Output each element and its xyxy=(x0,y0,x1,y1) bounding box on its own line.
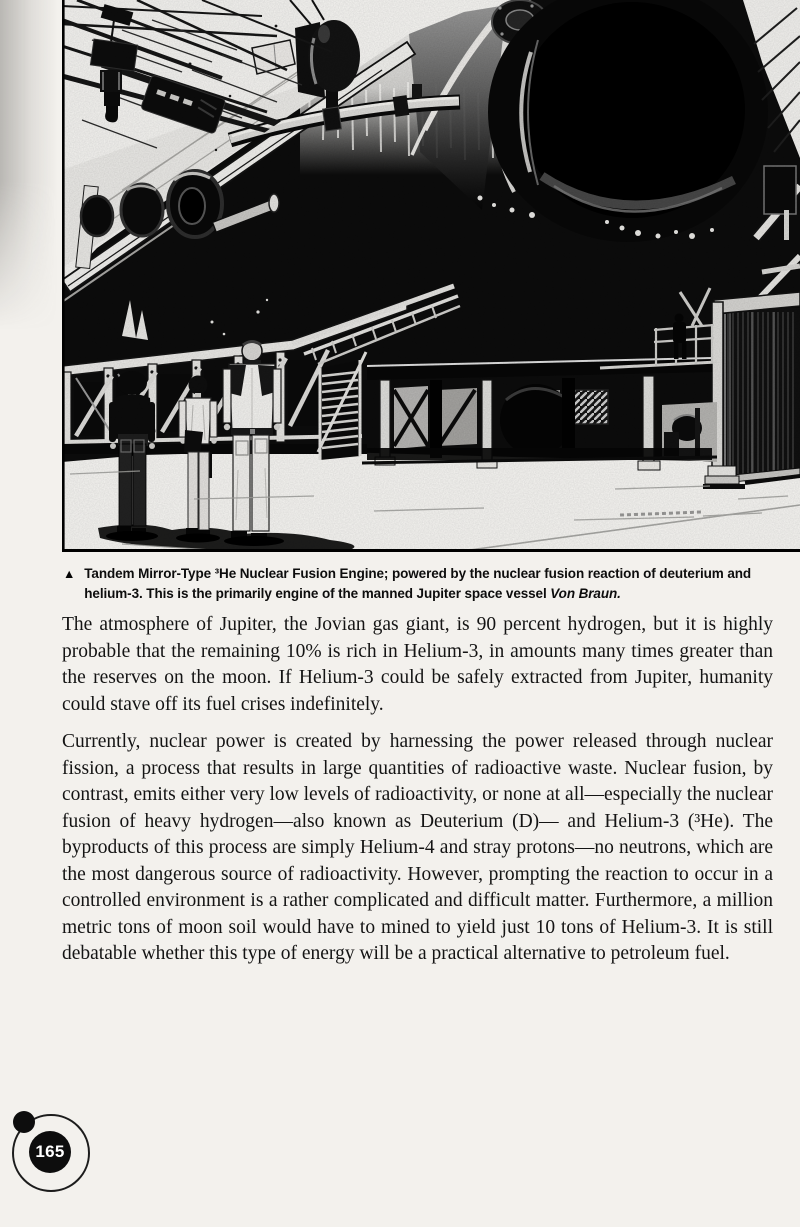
caption-main-text: Tandem Mirror-Type ³He Nuclear Fusion Engine; powered by the nuclear fusion reaction of deuterium and helium-3. This is the primarily engine of the manned Jupiter space vessel xyxy=(84,566,752,601)
electron-dot xyxy=(13,1111,35,1133)
figure-caption xyxy=(63,564,789,604)
vessel-name: Von Braun. xyxy=(550,586,621,601)
page-number-badge xyxy=(0,1100,120,1220)
film-grain xyxy=(62,0,800,552)
fusion-engine-illustration xyxy=(62,0,800,552)
paragraph-nuclear-power: Currently, nuclear power is created by harnessing the power released through nuclear fission, a process that results in large quantities of radioactive waste. Nuclear fusion, by contrast, emits either very low levels of radioactivity, or none at all—especially the nuclear fusion of heavy hydrogen—also known as Deuterium (D)— and Helium-3 (³He). The byproducts of this process are simply Helium-4 and stray protons—no neutrons, which are the most dangerous source of radioactivity. However, prompting the reaction to occur in a controlled environment is a rather complicated and difficult matter. Furthermore, a million metric tons of moon soil would have to mined to yield just 10 tons of Helium-3. It is still debatable whether this type of energy will be a practical alternative to petroleum fuel. xyxy=(62,731,773,964)
manga-panel xyxy=(62,0,800,552)
body-text xyxy=(62,612,773,968)
page-number: 165 xyxy=(29,1131,71,1173)
caption-text xyxy=(84,564,789,604)
page-edge-shading xyxy=(0,0,58,330)
caption-triangle-icon: ▲ xyxy=(63,567,76,581)
paragraph-jupiter-atmosphere: The atmosphere of Jupiter, the Jovian gas giant, is 90 percent hydrogen, but it is highly probable that the remaining 10% is rich in Helium-3, in amounts many times greater than the reserves on the moon. If Helium-3 could be safely extracted from Jupiter, humanity could stave off its fuel crises indefinitely. xyxy=(62,614,773,715)
